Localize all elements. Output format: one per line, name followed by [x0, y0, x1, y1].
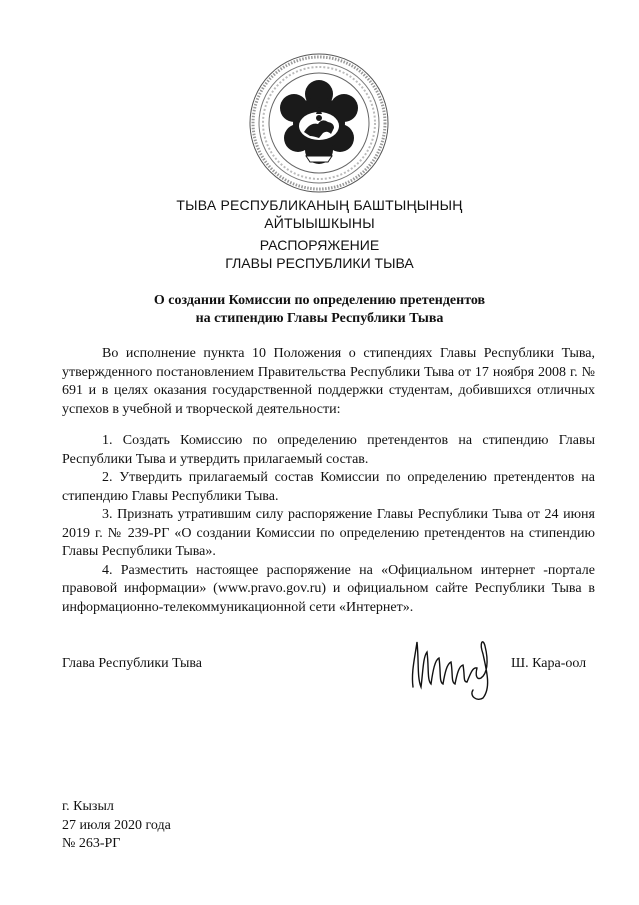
signatory-name: Ш. Кара-оол: [511, 656, 587, 671]
document-title: [0, 292, 639, 328]
intro-paragraph: Во исполнение пункта 10 Положения о стипендиях Главы Республики Тыва, утвержденного постановлением Правительства Республики Тыва от 17 ноября 2008 г. № 691 и в целях оказания государственной поддержки студентам, добившихся отличных успехов в учебной и творческой деятельности:: [62, 346, 595, 417]
header-tuvan-line1: ТЫВА РЕСПУБЛИКАНЫҢ БАШТЫҢЫНЫҢ: [176, 197, 463, 213]
order-item-3: 3. Признать утратившим силу распоряжение Главы Республики Тыва от 24 июня 2019 г. № 239-РГ «О создании Комиссии по определению претендентов на стипендию Главы Республики Тыва».: [62, 507, 595, 559]
footer-date: 27 июля 2020 года: [62, 817, 171, 833]
header-order: [0, 236, 639, 272]
order-item-2: 2. Утвердить прилагаемый состав Комиссии по определению претендентов на стипендию Главы Республики Тыва.: [62, 470, 595, 504]
order-item-1: 1. Создать Комиссию по определению претендентов на стипендию Главы Республики Тыва и утвердить прилагаемый состав.: [62, 433, 595, 467]
footer-city: г. Кызыл: [62, 799, 114, 814]
document-title-line1: О создании Комиссии по определению претендентов: [153, 293, 486, 308]
intro-paragraph-block: [62, 345, 595, 419]
document-footer: [62, 798, 171, 854]
footer-number: № 263-РГ: [62, 836, 121, 851]
header-order-line2: ГЛАВЫ РЕСПУБЛИКИ ТЫВА: [225, 255, 414, 271]
signatory-position: Глава Республики Тыва: [62, 656, 203, 671]
emblem-tyva-republic-icon: [248, 52, 390, 194]
document-title-line2: на стипендию Главы Республики Тыва: [195, 311, 444, 326]
header-tuvan: [0, 196, 639, 232]
handwritten-signature: [403, 632, 503, 702]
header-tuvan-line2: АЙТЫЫШКЫНЫ: [264, 215, 375, 231]
order-item-4: 4. Разместить настоящее распоряжение на «Официальном интернет -портале правовой информации» (www.pravo.gov.ru) и официальном сайте Республики Тыва в информационно-телекоммуникационной сети «Интернет».: [62, 562, 595, 615]
order-items: [62, 432, 595, 617]
header-order-line1: РАСПОРЯЖЕНИЕ: [259, 237, 380, 253]
